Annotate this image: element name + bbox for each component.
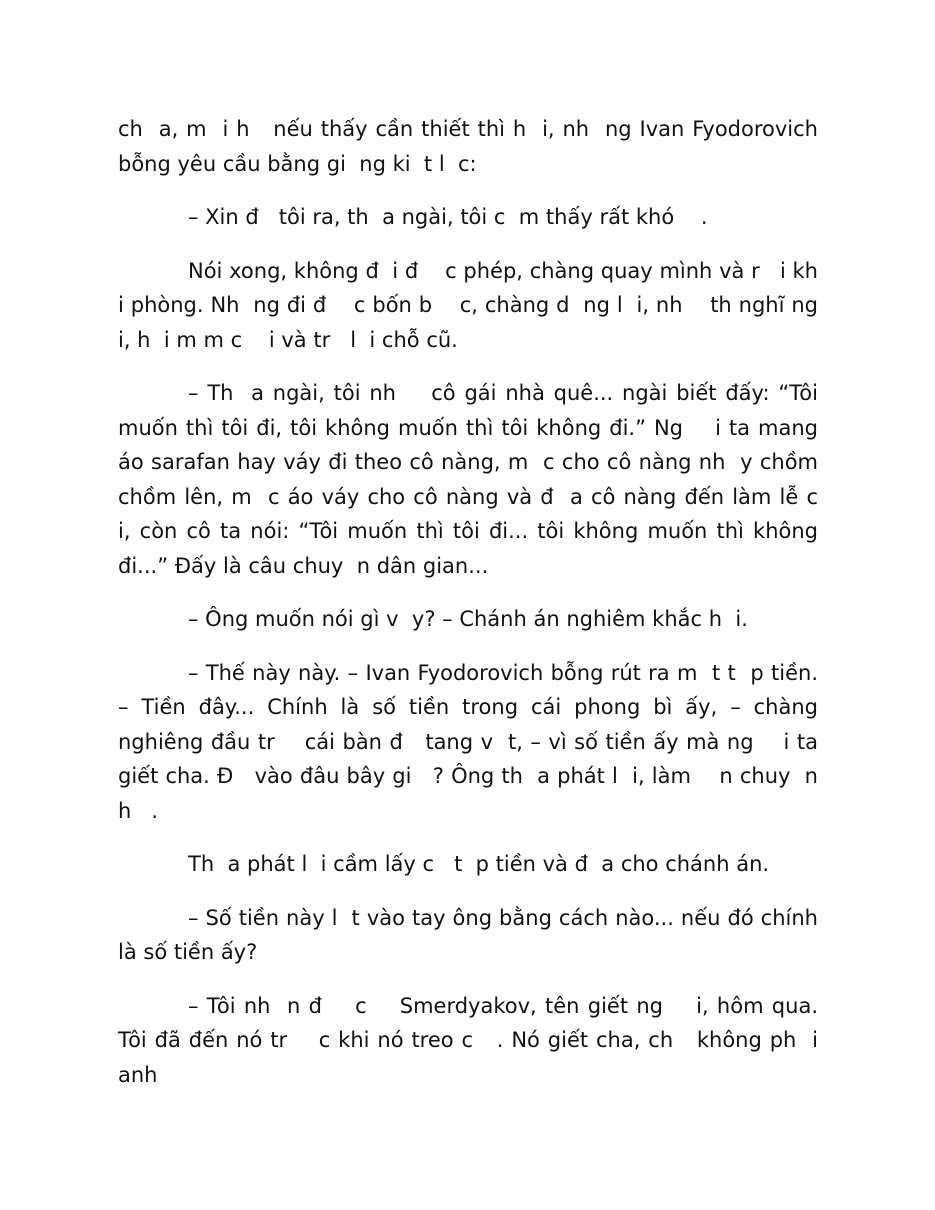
paragraph-9: – Tôi nh n đ c Smerdyakov, tên giết ng i, hôm qua. Tôi đã đến nó tr c khi nó treo c . Nó giết cha, ch không ph i anh — [118, 993, 825, 1087]
paragraph-6: – Thế này này. – Ivan Fyodorovich bỗng rút ra m t t p tiền. – Tiền đây... Chính là số tiền trong cái phong bì ấy, – chàng nghiêng đầu tr cái bàn đ tang v t, – vì số tiền ấy mà ng i ta giết cha. Đ vào đâu bây gi ? Ông th a phát l i, làm n chuy n h . — [118, 660, 825, 823]
paragraph-5: – Ông muốn nói gì v y? – Chánh án nghiêm khắc h i. — [188, 607, 748, 631]
paragraph-7: Th a phát l i cầm lấy c t p tiền và đ a cho chánh án. — [188, 852, 770, 876]
paragraph-8: – Số tiền này l t vào tay ông bằng cách nào... nếu đó chính là số tiền ấy? — [118, 905, 825, 964]
paragraph-1: ch a, m i h nếu thấy cần thiết thì h i, nh ng Ivan Fyodorovich bỗng yêu cầu bằng gi ng ki t l c: — [118, 117, 825, 176]
paragraph-2: – Xin đ tôi ra, th a ngài, tôi c m thấy rất khó . — [188, 205, 708, 229]
paragraph-4: – Th a ngài, tôi nh cô gái nhà quê... ngài biết đấy: “Tôi muốn thì tôi đi, tôi không muốn thì tôi không đi.” Ng i ta mang áo sarafan hay váy đi theo cô nàng, m c cho cô nàng nh y chồm chồm lên, m c áo váy cho cô nàng và đ a cô nàng đến làm lễ c i, còn cô ta nói: “Tôi muốn thì tôi đi... tôi không muốn thì không đi...” Đấy là câu chuy n dân gian... — [118, 381, 845, 578]
document-page — [118, 112, 845, 1111]
paragraph-3: Nói xong, không đ i đ c phép, chàng quay mình và r i kh i phòng. Nh ng đi đ c bốn b c, chàng d ng l i, nh th nghĩ ng i, h i m m c i và tr l i chỗ cũ. — [118, 258, 832, 352]
